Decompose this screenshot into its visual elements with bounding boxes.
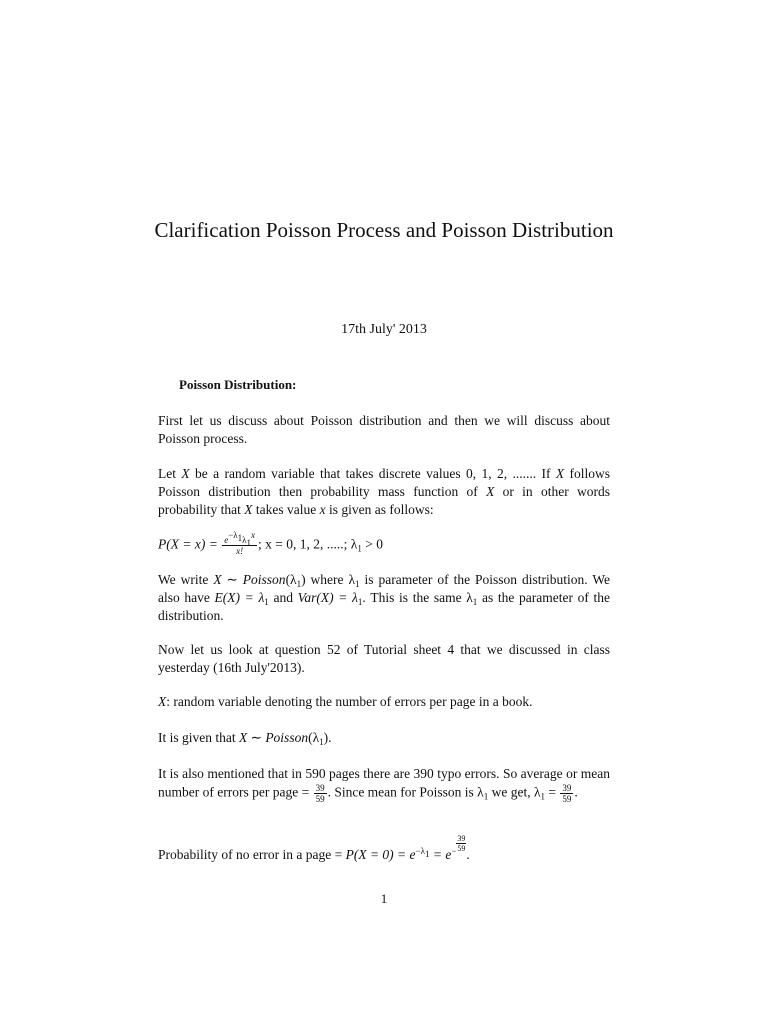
section-heading: Poisson Distribution: [179,377,297,392]
document-title: Clarification Poisson Process and Poisson Distribution [154,218,614,242]
pmf-formula: P(X = x) = $\frac{e^{-\lambda_1}\lambda_1^x}{x!}$ ; x = 0, 1, 2, .....; $\lambda_1 > 0$ [158,530,383,556]
mean-fraction: $\frac{39}{59}$ [315,783,325,804]
exponent-fraction: $\frac{39}{59}$ [457,834,466,853]
paragraph-notation: We write X ∼ $Poisson(\lambda_1)$ where $\lambda_1$ is parameter of the Poisson distribution. We also have $E(X) = \lambda_1$ and $Var(X) = \lambda_1$. This is the same $\lambda_1$ as the parameter of the distribution. [158,572,610,623]
paragraph-random-variable: Let X be a random variable that takes discrete values 0, 1, 2, ....... If X follows Poisson distribution then probability mass function of X or in other words probability that X takes value x is given as follows: [158,466,610,517]
paragraph-variable-definition: X: random variable denoting the number of errors per page in a book. [158,694,533,709]
paragraph-tutorial: Now let us look at question 52 of Tutorial sheet 4 that we discussed in class yesterday (16th July'2013). [158,642,610,675]
paragraph-mean: It is also mentioned that in 590 pages there are 390 typo errors. So average or mean number of errors per page = $\frac{39}{59}$ . Since mean for Poisson is $\lambda_1$ we get, $\lambda_1$ = $\frac{39}{59}$ . [158,766,610,804]
page-number: 1 [380,891,388,906]
lambda-fraction: $\frac{39}{59}$ [562,783,572,804]
paragraph-intro: First let us discuss about Poisson distribution and then we will discuss about Poisson process. [158,413,610,446]
paragraph-no-error-probability: Probability of no error in a page = $P(X = 0) = e^{-\lambda_1} = e^-$ $\frac{39}{59}$ . [158,834,470,862]
paragraph-given: It is given that X ∼ $Poisson(\lambda_1)$. [158,730,332,747]
document-date: 17th July' 2013 [341,322,427,337]
pmf-fraction: $\frac{e^{-\lambda_1}\lambda_1^x}{x!}$ [224,530,256,556]
